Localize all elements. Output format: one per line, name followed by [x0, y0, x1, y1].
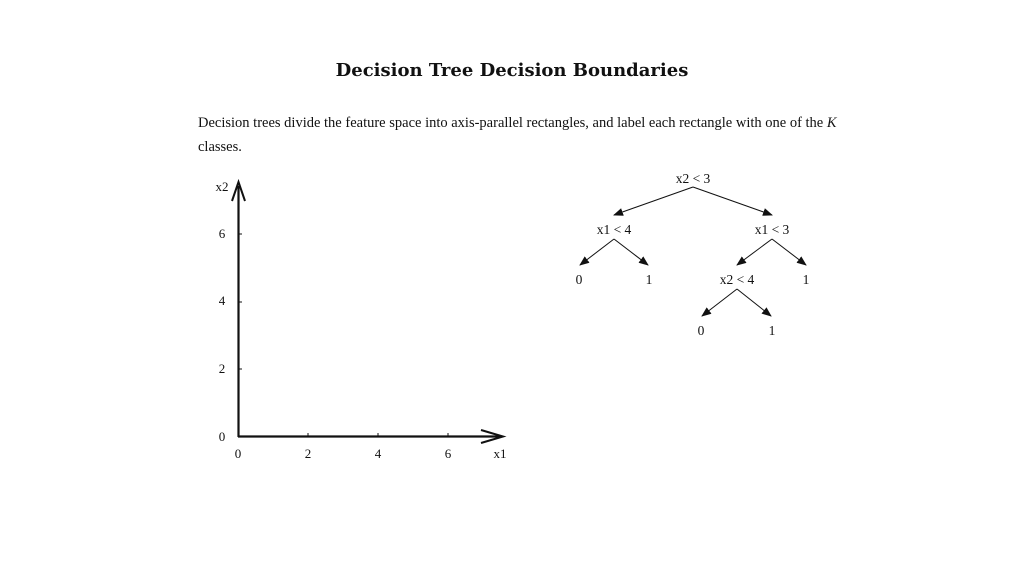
x-tick-label-0: 0: [234, 446, 242, 461]
tree-leaf-right-right: 1: [802, 272, 810, 287]
tree-node-labels: [576, 171, 810, 338]
x-axis-label: x1: [493, 446, 507, 461]
tree-right-split-node: x1 < 3: [754, 222, 790, 237]
feature-space-plot: [232, 182, 503, 443]
x-tick-label-4: 4: [374, 446, 382, 461]
intro-text-end: classes.: [198, 139, 242, 155]
edge-left-leaf1: [614, 239, 648, 265]
edge-root-right: [693, 187, 772, 215]
x-tick-label-2: 2: [304, 446, 312, 461]
y-tick-label-0: 0: [218, 429, 226, 444]
tree-leaf-left-right: 1: [645, 272, 653, 287]
edge-inner-leaf0: [702, 289, 737, 316]
y-axis-label: x2: [215, 179, 229, 194]
decision-tree: [580, 187, 806, 316]
plot-labels: [216, 179, 507, 461]
intro-variable-k: K: [826, 115, 837, 131]
edge-left-leaf0: [580, 239, 614, 265]
tree-left-split-node: x1 < 4: [596, 222, 632, 237]
tree-leaf-inner-right: 1: [768, 323, 776, 338]
edge-right-inner: [737, 239, 772, 265]
x-tick-label-6: 6: [444, 446, 452, 461]
edge-right-leaf1: [772, 239, 806, 265]
tree-leaf-left-left: 0: [575, 272, 583, 287]
y-tick-label-6: 6: [218, 226, 226, 241]
edge-inner-leaf1: [737, 289, 771, 316]
tree-root-node: x2 < 3: [675, 171, 711, 186]
slide-title: Decision Tree Decision Boundaries: [335, 60, 689, 81]
tree-leaf-inner-left: 0: [697, 323, 705, 338]
edge-root-left: [614, 187, 693, 215]
y-tick-label-2: 2: [218, 361, 226, 376]
y-tick-label-4: 4: [218, 293, 226, 308]
intro-text-start: Decision trees divide the feature space into axis-parallel rectangles, and label each rectangle with one of the: [198, 115, 827, 131]
tree-inner-split-node: x2 < 4: [719, 272, 755, 287]
